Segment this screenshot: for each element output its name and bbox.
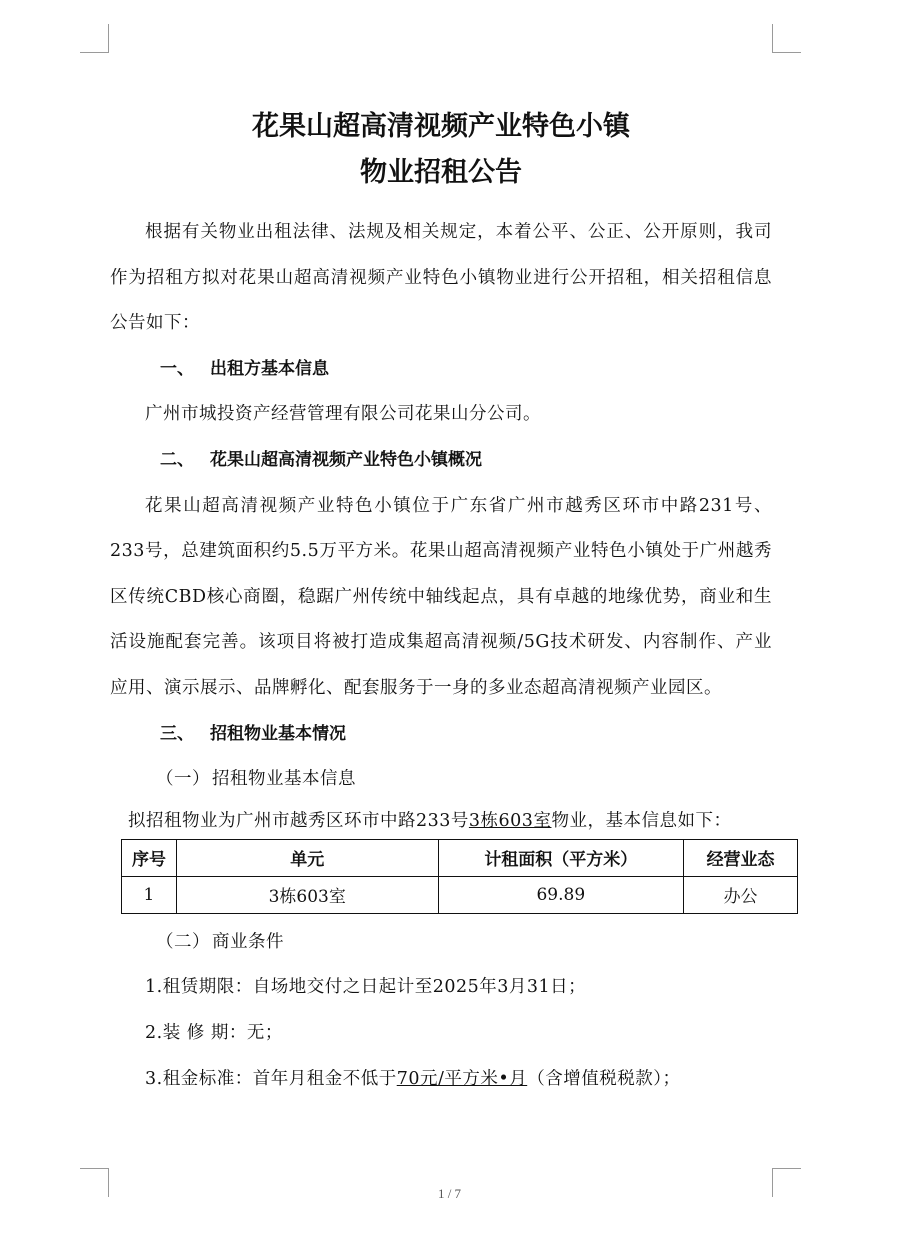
subsection-heading-2 (110, 920, 772, 966)
title-line-2: 物业招租公告 (360, 157, 522, 188)
property-unit-underlined: 3栋603室 (468, 810, 552, 831)
table-header-cell: 计租面积（平方米） (438, 839, 684, 876)
table-row (122, 876, 798, 913)
term-item (110, 1057, 772, 1103)
subsection-number: （一） (156, 769, 210, 790)
property-table (121, 839, 798, 914)
subsection-title: 招租物业基本信息 (212, 769, 356, 790)
term-item: 1.租赁期限：自场地交付之日起计至2025年3月31日； (145, 977, 587, 998)
section-number: 一、 (160, 358, 194, 379)
subsection-heading-1 (110, 757, 772, 803)
section-heading-1 (110, 347, 772, 393)
page-number: 1 / 7 (437, 1186, 462, 1201)
section-number: 二、 (160, 449, 194, 470)
subsection-number: （二） (156, 931, 210, 952)
term-text-end: （含增值税税款）； (527, 1068, 681, 1089)
section-heading-3 (110, 712, 772, 758)
property-intro-text-end: 物业，基本信息如下： (551, 810, 732, 831)
section-1-body: 广州市城投资产经营管理有限公司花果山分公司。 (145, 404, 541, 425)
page-corner-mark (80, 24, 109, 53)
table-header-cell: 经营业态 (684, 839, 798, 876)
document-title (110, 104, 772, 196)
table-header-row (122, 839, 798, 876)
table-header-cell: 序号 (122, 839, 177, 876)
subsection-title: 商业条件 (212, 931, 284, 952)
section-title: 招租物业基本情况 (210, 723, 346, 744)
section-number: 三、 (160, 723, 194, 744)
section-title: 出租方基本信息 (210, 358, 329, 379)
term-item: 2.装 修 期：无； (145, 1022, 283, 1043)
document-page (110, 104, 775, 1102)
property-intro (110, 803, 772, 839)
rent-underlined: 70元/平方米•月 (396, 1068, 528, 1089)
table-header-cell: 单元 (176, 839, 438, 876)
page-corner-mark (772, 24, 801, 53)
table-cell: 1 (122, 876, 177, 913)
term-text: 3.租金标准：首年月租金不低于 (145, 1068, 397, 1089)
section-title: 花果山超高清视频产业特色小镇概况 (210, 449, 482, 470)
table-cell: 69.89 (438, 876, 684, 913)
section-2-body: 花果山超高清视频产业特色小镇位于广东省广州市越秀区环市中路231号、233号，总建筑面积约5.5万平方米。花果山超高清视频产业特色小镇处于广州越秀区传统CBD核心商圈，稳踞广州传统中轴线起点，具有卓越的地缘优势，商业和生活设施配套完善。该项目将被打造成集超高清视频/5G技术研发、内容制作、产业应用、演示展示、品牌孵化、配套服务于一身的多业态超高清视频产业园区。 (110, 495, 772, 698)
table-cell: 办公 (684, 876, 798, 913)
title-line-1: 花果山超高清视频产业特色小镇 (252, 111, 630, 142)
section-heading-2 (110, 438, 772, 484)
table-cell: 3栋603室 (176, 876, 438, 913)
property-intro-text: 拟招租物业为广州市越秀区环市中路233号 (128, 810, 469, 831)
intro-paragraph: 根据有关物业出租法律、法规及相关规定，本着公平、公正、公开原则，我司作为招租方拟对花果山超高清视频产业特色小镇物业进行公开招租，相关招租信息公告如下： (110, 222, 772, 334)
